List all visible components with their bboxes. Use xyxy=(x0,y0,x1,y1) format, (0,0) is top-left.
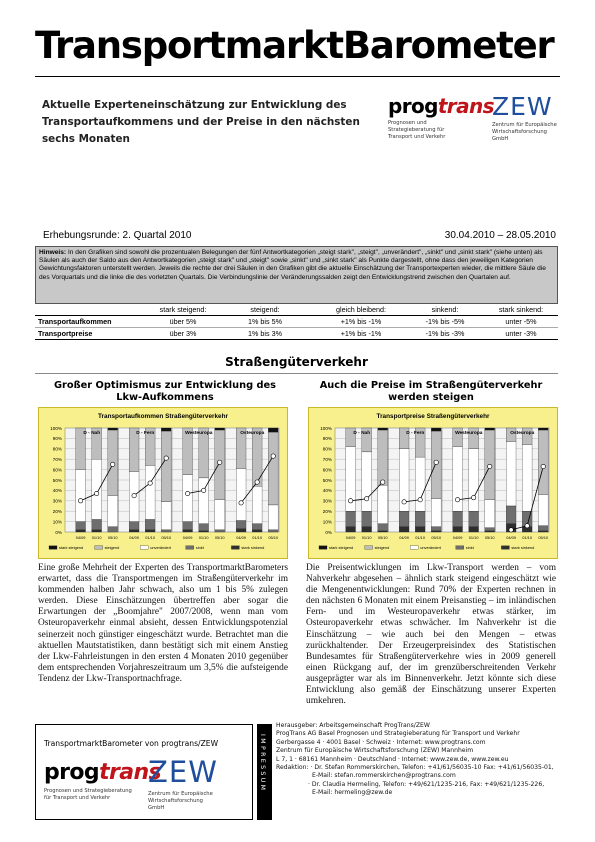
y-tick-label: 80% xyxy=(322,446,332,452)
zew-logo-text: ZEW xyxy=(492,92,553,121)
bar-segment-steigend xyxy=(378,430,388,485)
saldo-point xyxy=(364,497,368,501)
group-label: D - Nah xyxy=(353,431,371,436)
bar-segment-stark-steigend xyxy=(431,428,441,431)
impressum-line: · Dr. Claudia Hermeling, Telefon: +49/621/1235-216, Fax: +49/621/1235-226, xyxy=(308,780,545,788)
scale-cell: unter -3% xyxy=(505,329,537,338)
bar-segment-unverändert xyxy=(506,442,516,506)
bar-segment-stark-sinkend xyxy=(346,527,356,532)
x-tick-label: 05/10 xyxy=(484,535,495,540)
bar-segment-stark-sinkend xyxy=(236,529,246,532)
bar-segment-stark-steigend xyxy=(108,428,118,430)
bar-segment-sinkt xyxy=(145,520,155,530)
x-tick-label: 05/10 xyxy=(268,535,279,540)
x-tick-label: 05/10 xyxy=(431,535,442,540)
progtrans-logo-trans: trans xyxy=(437,94,494,118)
bar-segment-sinkt xyxy=(215,530,225,532)
legend-label: sinkt xyxy=(195,545,204,550)
y-tick-label: 10% xyxy=(52,519,62,525)
bar-segment-sinkt xyxy=(183,522,193,530)
bar-segment-unverändert xyxy=(76,470,86,522)
bar-segment-stark-sinkend xyxy=(145,530,155,532)
bar-segment-sinkt xyxy=(76,522,86,530)
hint-box xyxy=(35,246,558,304)
scale-row-label: Transportaufkommen xyxy=(38,317,112,326)
legend-swatch xyxy=(49,546,57,550)
footer-progtrans-logo xyxy=(44,760,161,802)
bar-segment-stark-sinkend xyxy=(469,527,479,532)
legend-label: unverändert xyxy=(150,545,171,550)
impressum-line: Herausgeber: Arbeitsgemeinschaft ProgTrans/ZEW xyxy=(276,722,430,729)
bar-segment-stark-sinkend xyxy=(76,530,86,532)
y-tick-label: 100% xyxy=(50,425,62,431)
bar-segment-stark-sinkend xyxy=(129,530,139,532)
scale-cell: -1% bis -3% xyxy=(425,329,465,338)
x-tick-label: 05/10 xyxy=(538,535,549,540)
saldo-point xyxy=(78,499,82,503)
section-title: Straßengüterverkehr xyxy=(225,355,368,369)
scale-cell: +1% bis -1% xyxy=(340,317,382,326)
header-rule xyxy=(35,76,560,77)
legend-label: sinkt xyxy=(465,545,474,550)
impressum-line: Redaktion: · Dr. Stefan Rommerskirchen, Telefon: +41/61/56035-10 Fax: +41/61/56035-01, xyxy=(276,764,554,772)
legend-label: unverändert xyxy=(420,545,441,550)
bar-segment-stark-sinkend xyxy=(362,527,372,532)
bar-segment-sinkt xyxy=(268,530,278,532)
saldo-point xyxy=(455,498,459,502)
legend-label: stark sinkend xyxy=(511,545,535,550)
zew-logo xyxy=(492,92,558,143)
y-tick-label: 40% xyxy=(52,488,62,494)
bar-segment-unverändert xyxy=(538,495,548,526)
impressum-line: E-Mail: stefan.rommerskirchen@progtrans.com xyxy=(312,772,456,780)
impressum-text xyxy=(276,722,561,798)
saldo-point xyxy=(471,495,475,499)
bar-segment-sinkt xyxy=(431,527,441,531)
x-tick-label: 05/10 xyxy=(214,535,225,540)
y-tick-label: 20% xyxy=(322,509,332,514)
x-tick-label: 01/10 xyxy=(415,535,426,540)
saldo-point xyxy=(255,480,259,484)
bar-segment-stark-sinkend xyxy=(199,531,209,532)
saldo-point xyxy=(418,498,422,502)
legend-swatch xyxy=(365,546,373,550)
saldo-point xyxy=(148,481,152,485)
bar-segment-sinkt xyxy=(346,511,356,527)
progtrans-logo xyxy=(388,94,494,141)
y-tick-label: 0% xyxy=(325,529,332,535)
y-tick-label: 40% xyxy=(322,488,332,494)
x-tick-label: 04/09 xyxy=(399,535,409,540)
saldo-point xyxy=(541,464,545,468)
legend-swatch xyxy=(501,546,509,550)
legend-label: steigend xyxy=(104,545,120,550)
group-label: Osteuropa xyxy=(510,431,535,436)
bar-segment-sinkt xyxy=(469,511,479,527)
scale-cell: 1% bis 3% xyxy=(248,329,282,338)
saldo-point xyxy=(218,460,222,464)
footer-zew-text: ZEW xyxy=(148,755,218,789)
saldo-point xyxy=(94,491,98,495)
footer-progtrans-caption: Prognosen und Strategieberatung für Transport und Verkehr xyxy=(44,788,132,801)
bar-segment-sinkt xyxy=(161,530,171,532)
y-tick-label: 20% xyxy=(52,509,62,514)
y-tick-label: 70% xyxy=(322,457,332,462)
y-tick-label: 60% xyxy=(52,467,62,473)
bar-segment-stark-sinkend xyxy=(92,530,102,532)
saldo-point xyxy=(201,488,205,492)
bar-segment-stark-sinkend xyxy=(183,530,193,532)
bar-segment-stark-steigend xyxy=(268,428,278,432)
page-subtitle: Aktuelle Experteneinschätzung zur Entwicklung des Transportaufkommens und der Preise in den nächsten sechs Monaten xyxy=(42,99,360,145)
bar-segment-steigend xyxy=(431,431,441,499)
bar-segment-stark-steigend xyxy=(161,428,171,431)
left-body: Eine große Mehrheit der Experten des TransportmarktBarometers erwartet, dass die Transportmengen im Straßengüterverkehr im kommenden halben Jahr schwach, also um 1 bis 5% zulegen werden. Diese Einschätzungen übertreffen aber sogar die Erwartungen der „Boomjahre" 2007/2008, wenn man vom Osteuropaverkehr einmal absieht, dessen Entwicklungspotenzial seinerzeit noch günstiger eingeschätzt wurde. Betrachtet man die aktuellen Mautstatistiken, dann bestätigt sich mit einem Anstieg der Lkw-Fahrleistungen in den ersten 4 Monaten 2010 gegenüber dem entsprechenden Vorjahreszeitraum um 3,5% die aufsteigende Tendenz der Lkw-Transportnachfrage. xyxy=(38,563,288,684)
bar-segment-stark-sinkend xyxy=(415,527,425,532)
group-label: Westeuropa xyxy=(185,431,213,436)
scale-header: stark steigend: xyxy=(159,305,207,314)
saldo-point xyxy=(488,464,492,468)
bar-segment-sinkt xyxy=(92,520,102,530)
bar-segment-unverändert xyxy=(252,486,262,523)
legend-swatch xyxy=(319,546,327,550)
group-label: Westeuropa xyxy=(455,431,483,436)
bar-segment-unverändert xyxy=(469,449,479,511)
impressum-line: Gerbergasse 4 · 4001 Basel · Schweiz · Internet: www.progtrans.com xyxy=(276,738,486,746)
right-body: Die Preisentwicklungen im Lkw-Transport werden – vom Nahverkehr abgesehen – ähnlich stark steigend eingeschätzt wie die Mengenentwicklungen: Rund 70% der Experten rechnen in den nächsten 6 Monaten mit einem Preisanstieg – im inländischen Fern- und im Westeuropaverkehr etwas stärker, im Osteuropaverkehr etwas schwächer. Im Nahverkehr ist die Einschätzung – wie auch bei den Mengen – etwas zurückhaltender. Der Erzeugerpreisindex des Statistischen Bundesamtes für Straßengüterverkehre wies in 2009 generell einen Rückgang auf, der im grenzüberschreitenden Verkehr ausgeprägter war als im Binnenverkehr. Jetzt könnte sich diese Entwicklung also gemäß der Einschätzung unserer Experten umkehren. xyxy=(306,563,556,707)
x-tick-label: 05/10 xyxy=(377,535,388,540)
bar-segment-sinkt xyxy=(378,524,388,531)
x-tick-label: 01/10 xyxy=(522,535,533,540)
survey-round-row xyxy=(43,230,556,241)
bar-segment-unverändert xyxy=(522,445,532,512)
x-tick-label: 05/10 xyxy=(107,535,118,540)
x-tick-label: 01/10 xyxy=(91,535,102,540)
scale-cell: 1% bis 5% xyxy=(248,317,282,326)
bar-segment-unverändert xyxy=(215,500,225,530)
group-label: D - Fern xyxy=(406,431,425,436)
scale-header: sinkend: xyxy=(431,305,459,314)
bar-segment-stark-sinkend xyxy=(252,530,262,532)
bar-segment-stark-steigend xyxy=(378,428,388,430)
chart-aufkommen-svg xyxy=(39,408,287,558)
impressum-line: Zentrum für Europäische Wirtschaftsforschung (ZEW) Mannheim xyxy=(276,747,474,755)
scale-cell: unter -5% xyxy=(505,317,537,326)
footer-box-title: TransportmarktBarometer von progtrans/ZEW xyxy=(44,739,219,748)
chart-title: Transportaufkommen Straßengüterverkehr xyxy=(98,413,228,420)
bar-segment-sinkt xyxy=(506,506,516,524)
legend-label: steigend xyxy=(374,545,390,550)
scale-cell: über 3% xyxy=(169,329,197,338)
saldo-point xyxy=(185,491,189,495)
legend-swatch xyxy=(140,546,148,550)
progtrans-logo-prog: prog xyxy=(388,94,438,118)
bar-segment-unverändert xyxy=(415,457,425,511)
y-tick-label: 0% xyxy=(55,529,62,535)
saldo-point xyxy=(164,456,168,460)
legend-label: stark sinkend xyxy=(241,545,265,550)
bar-segment-steigend xyxy=(161,431,171,502)
saldo-point xyxy=(402,500,406,504)
bar-segment-stark-sinkend xyxy=(399,527,409,532)
bar-segment-sinkt xyxy=(453,511,463,527)
bar-segment-sinkt xyxy=(108,527,118,532)
scale-header: gleich bleibend: xyxy=(336,305,386,314)
saldo-point xyxy=(509,528,513,532)
survey-period: 30.04.2010 – 28.05.2010 xyxy=(444,230,556,241)
bar-segment-stark-sinkend xyxy=(431,531,441,532)
bar-segment-sinkt xyxy=(236,521,246,529)
chart-preise-svg xyxy=(309,408,557,558)
footer-progtrans-trans: trans xyxy=(99,760,162,785)
saldo-point xyxy=(434,460,438,464)
saldo-point xyxy=(239,501,243,505)
y-tick-label: 100% xyxy=(320,425,332,431)
y-tick-label: 10% xyxy=(322,519,332,525)
scale-cell: über 5% xyxy=(169,317,197,326)
scale-table xyxy=(35,304,558,340)
bar-segment-stark-steigend xyxy=(215,428,225,430)
bar-segment-sinkt xyxy=(129,522,139,530)
saldo-point xyxy=(525,524,529,528)
impressum-line: E-Mail: hermeling@zew.de xyxy=(312,789,393,797)
bar-segment-unverändert xyxy=(92,459,102,519)
bar-segment-sinkt xyxy=(399,511,409,527)
bar-segment-steigend xyxy=(252,428,262,486)
bar-segment-stark-sinkend xyxy=(453,527,463,532)
legend-swatch xyxy=(231,546,239,550)
bar-segment-unverändert xyxy=(161,502,171,530)
survey-round: Erhebungsrunde: 2. Quartal 2010 xyxy=(43,230,192,241)
chart-title: Transportpreise Straßengüterverkehr xyxy=(376,413,490,420)
bar-segment-steigend xyxy=(215,430,225,500)
bar-segment-unverändert xyxy=(362,452,372,511)
bar-segment-stark-sinkend xyxy=(485,531,495,532)
bar-segment-sinkt xyxy=(538,526,548,531)
zew-logo-caption: Zentrum für Europäische Wirtschaftsforschung GmbH xyxy=(492,122,557,142)
impressum-line: L 7, 1 · 68161 Mannheim · Deutschland · Internet: www.zew.de, www.zew.eu xyxy=(276,755,509,763)
x-tick-label: 04/09 xyxy=(182,535,193,540)
saldo-point xyxy=(111,462,115,466)
bar-segment-unverändert xyxy=(431,499,441,527)
y-tick-label: 30% xyxy=(52,498,62,504)
bar-segment-steigend xyxy=(538,430,548,494)
footer-zew-caption: Zentrum für Europäische Wirtschaftsforschung GmbH xyxy=(148,791,213,811)
bar-segment-sinkt xyxy=(415,511,425,527)
x-tick-label: 04/09 xyxy=(75,535,86,540)
bar-segment-stark-sinkend xyxy=(538,531,548,532)
y-tick-label: 80% xyxy=(52,446,62,452)
left-heading: Großer Optimismus zur Entwicklung des Lkw-Aufkommens xyxy=(54,380,276,403)
impressum-bar xyxy=(257,724,272,820)
scale-header: steigend: xyxy=(250,305,280,314)
bar-segment-unverändert xyxy=(183,475,193,522)
group-label: D - Nah xyxy=(83,431,101,436)
footer-zew-logo xyxy=(148,755,220,812)
bar-segment-unverändert xyxy=(378,485,388,523)
bar-segment-unverändert xyxy=(145,465,155,519)
x-tick-label: 01/10 xyxy=(252,535,263,540)
masthead-title: TransportmarktBarometer xyxy=(35,24,554,67)
bar-segment-sinkt xyxy=(485,528,495,531)
saldo-point xyxy=(381,480,385,484)
x-tick-label: 01/10 xyxy=(468,535,479,540)
legend-label: stark steigend xyxy=(59,545,84,550)
x-tick-label: 04/09 xyxy=(129,535,139,540)
y-tick-label: 60% xyxy=(322,467,332,473)
chart-aufkommen xyxy=(38,407,288,559)
x-tick-label: 01/10 xyxy=(361,535,372,540)
scale-cell: +1% bis -1% xyxy=(340,329,382,338)
saldo-point xyxy=(132,493,136,497)
legend-swatch xyxy=(95,546,103,550)
y-tick-label: 90% xyxy=(52,436,62,442)
x-tick-label: 04/09 xyxy=(452,535,463,540)
impressum-label: IMPRESSUM xyxy=(259,734,266,793)
x-tick-label: 01/10 xyxy=(198,535,209,540)
y-tick-label: 50% xyxy=(322,477,332,483)
legend-swatch xyxy=(456,546,464,550)
bar-segment-sinkt xyxy=(199,524,209,531)
scale-row-label: Transportpreise xyxy=(38,329,93,338)
y-tick-label: 30% xyxy=(322,498,332,504)
saldo-point xyxy=(271,454,275,458)
right-heading: Auch die Preise im Straßengüterverkehr werden steigen xyxy=(319,380,543,403)
scale-row-preise xyxy=(35,328,558,340)
scale-header-row xyxy=(35,304,558,316)
chart-preise xyxy=(308,407,558,559)
scale-row-aufkommen xyxy=(35,316,558,328)
bar-segment-stark-sinkend xyxy=(378,531,388,532)
bar-segment-stark-steigend xyxy=(485,428,495,430)
bar-segment-unverändert xyxy=(108,496,118,527)
y-tick-label: 70% xyxy=(52,457,62,462)
bar-segment-unverändert xyxy=(236,469,246,521)
bar-segment-unverändert xyxy=(485,500,495,528)
bar-segment-steigend xyxy=(268,432,278,505)
section-rule xyxy=(35,373,558,374)
bar-segment-stark-steigend xyxy=(538,428,548,430)
footer-progtrans-prog: prog xyxy=(44,760,100,785)
x-tick-label: 04/09 xyxy=(236,535,246,540)
hint-text: In den Grafiken sind sowohl die prozentualen Belegungen der fünf Antwortkategorien „steigt stark", „steigt", „unverändert", „sinkt" und „sinkt stark" (siehe unten) als Säulen als auch der Saldo aus den Antwortkategorien „steigt stark" und „steigt" sowie „sinkt" und „sinkt stark" als Punkte dargestellt, ohne dass den jeweiligen Kategorien Gewichtungsfaktoren unterstellt werden. Jeweils die rechte der drei Säulen in den Grafiken gibt die aktuelle Einschätzung der Transportexperten wieder, die mittlere Säule die des Vorquartals und die linke die des vorletzten Quartals. Die Verbindungslinie der Veränderungssalden zeigt den Entwicklungstrend zwischen den Quartalen auf. xyxy=(39,249,546,281)
x-tick-label: 04/09 xyxy=(506,535,516,540)
bar-segment-sinkt xyxy=(252,524,262,530)
y-tick-label: 90% xyxy=(322,436,332,442)
group-label: Osteuropa xyxy=(240,431,265,436)
x-tick-label: 01/10 xyxy=(145,535,156,540)
bar-segment-unverändert xyxy=(268,505,278,530)
x-tick-label: 05/10 xyxy=(161,535,172,540)
bar-segment-sinkt xyxy=(362,511,372,527)
saldo-point xyxy=(348,499,352,503)
group-label: D - Fern xyxy=(136,431,155,436)
legend-swatch xyxy=(186,546,194,550)
legend-label: stark steigend xyxy=(329,545,354,550)
x-tick-label: 04/09 xyxy=(345,535,356,540)
hint-label: Hinweis: xyxy=(39,249,67,256)
impressum-line: ProgTrans AG Basel Prognosen und Strategieberatung für Transport und Verkehr xyxy=(276,730,520,738)
legend-swatch xyxy=(410,546,418,550)
scale-header: stark sinkend: xyxy=(498,305,544,314)
scale-cell: -1% bis -5% xyxy=(425,317,465,326)
y-tick-label: 50% xyxy=(52,477,62,483)
progtrans-logo-caption: Prognosen und Strategieberatung für Transport und Verkehr xyxy=(388,120,446,140)
footer-logo-box xyxy=(35,724,253,820)
